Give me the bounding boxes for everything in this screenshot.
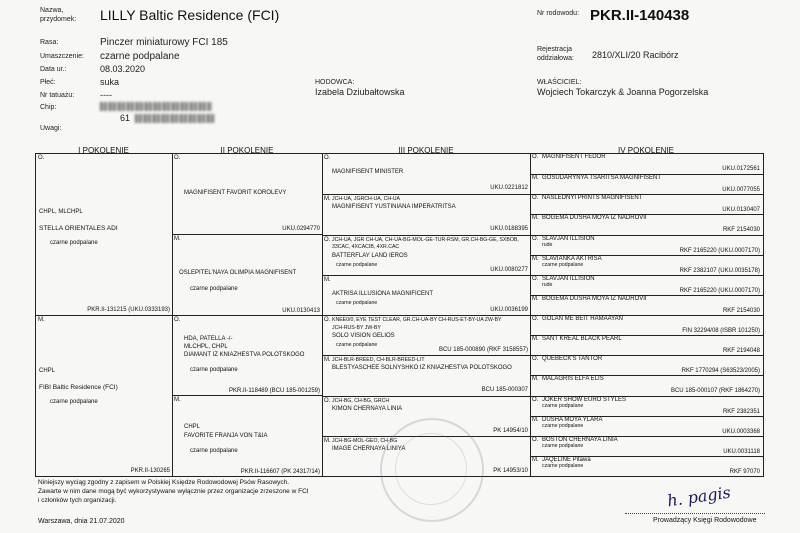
dog-name: MAGNIFISENT FEDOR (542, 154, 606, 160)
dog-reg: PKR.II-116607 (PK 24317/14) (240, 469, 320, 475)
place-date: Warszawa, dnia 21.07.2020 (38, 518, 125, 525)
gen4-cell (530, 375, 763, 396)
dog-name: BATTERFLAY LAND IEROS (332, 252, 408, 259)
chip-label: Chip: (40, 104, 57, 111)
gen4-cell (530, 174, 763, 195)
titles: CHPL (184, 424, 201, 430)
sex-marker: M. (324, 196, 331, 203)
gen3-cell (322, 275, 530, 316)
titles: JCH-BG, CH-BG, GRCH (332, 397, 390, 404)
dog-name: GOLAN ME BEIT HAMAAYAN (542, 316, 624, 322)
dog-reg: UKU.0172561 (722, 166, 760, 172)
gen4-cell (530, 154, 763, 174)
sex-marker: O. (532, 154, 539, 160)
dog-color: czarne podpalane (336, 342, 378, 348)
gen2-cell (172, 234, 322, 316)
chip-tail: 61 (120, 113, 131, 123)
gen2-cell (172, 395, 322, 477)
dog-name: AKTRISA ILLUSIONA MAGNIFICENT (332, 290, 434, 297)
gen-1-header: I POKOLENIE (78, 146, 129, 155)
dog-name: MAGNIFISENT YUSTINIANA IMPERATRITSA (332, 204, 456, 211)
dog-reg: UKU.0130413 (282, 308, 320, 314)
dog-reg: UKU.0003368 (722, 428, 760, 435)
sex-marker: M. (532, 175, 539, 182)
dog-color: czarne podpalane (542, 402, 584, 409)
dog-color: czarne podpalane (542, 422, 584, 429)
owner: Wojciech Tokarczyk & Joanna Pogorzelska (537, 87, 709, 97)
footer-note-2: Zawarte w nim dane mogą być wykorzystywane wyłącznie przez organizacje zrzeszone w FCI (38, 488, 309, 495)
titles: CHPL, MLCHPL (39, 209, 83, 215)
footer-note-1: Niniejszy wyciąg zgodny z zapisem w Polskiej Księdze Rodowodowej Psów Rasowych. (38, 479, 290, 486)
dog-reg: UKU.0080277 (490, 266, 528, 273)
dog-name: SOLO VISION GELIOS (332, 333, 395, 339)
dog-name: DUSHA MOYA YLARA (542, 416, 603, 423)
tattoo-label: Nr tatuażu: (40, 92, 75, 99)
titles: JCH-UA, JGRCH-UA, CH-UA (332, 196, 401, 203)
gen-3-header: III POKOLENIE (398, 146, 454, 155)
dog-name: SLAVJAN ILLISION (542, 275, 595, 282)
dog-color: czarne podpalane (542, 442, 584, 449)
reg-no-label: Nr rodowodu: (537, 10, 580, 17)
gen1-sire (36, 154, 172, 315)
sex-marker: O. (532, 316, 539, 322)
sex-marker: M. (532, 255, 539, 262)
gen4-cell (530, 355, 763, 376)
chip-blurred-2 (135, 114, 215, 123)
dog-reg: BCU 185-000890 (RKF 3158557) (438, 347, 528, 353)
dog-color: czarne podpalane (542, 261, 584, 268)
dog-reg: UKU.0036199 (490, 306, 528, 313)
dog-name: FAVORITE FRANJA VON T&IA (184, 433, 268, 439)
gen4-cell (530, 436, 763, 457)
sex-marker: O. (324, 397, 331, 404)
dog-name: MAGNIFISENT FAVORIT KOROLEVY (184, 190, 287, 196)
sex-marker: O. (38, 155, 45, 161)
sex-marker: M. (174, 397, 181, 403)
dog-color: czarne podpalane (190, 286, 238, 292)
signature-caption: Prowadzący Księgi Rodowodowe (653, 517, 757, 524)
breed: Pinczer miniaturowy FCI 185 (100, 37, 228, 48)
dog-name: BOSTON CHERNAYA LINIA (542, 436, 618, 443)
dog-name: QUEBECK'S TANTOR (542, 356, 603, 363)
gen4-cell (530, 235, 763, 256)
dog-color: czarne podpalane (50, 399, 98, 405)
dog-name: JOKER SHOW EURO STYLES (542, 396, 627, 403)
gen4-cell (530, 416, 763, 437)
breed-label: Rasa: (40, 39, 59, 46)
sex-marker: O. (532, 195, 539, 202)
sex-marker: M. (532, 416, 539, 423)
branch-label: Rejestracja oddziałowa: (537, 46, 574, 62)
dog-reg: BCU 185-000307 (481, 387, 528, 394)
sex-marker: O. (174, 155, 181, 161)
dog-reg: FIN 32294/08 (ISBR 101250) (682, 328, 760, 334)
dog-color: czarne podpalane (542, 462, 584, 469)
name-label: Nazwa, przydomek: (40, 7, 77, 23)
dog-name: STELLA ORIENTALES ADI (39, 225, 118, 232)
dog-name: BOGEMA DUSHA MOYA IZ NADROVII (542, 295, 647, 302)
dob-label: Data ur.: (40, 66, 67, 73)
handwritten-signature: h. pagis (665, 482, 732, 511)
dog-reg: PK 14953/10 (493, 467, 528, 474)
dog-name: OSLEPITEL'NAYA OLIMPIA MAGNIFISENT (179, 270, 297, 276)
dog-reg: RKF 2382351 (722, 408, 760, 415)
sex: suka (100, 77, 120, 87)
dog-reg: RKF 2154030 (722, 227, 760, 234)
signature-line (625, 513, 765, 514)
dog-reg: RKF 97070 (729, 468, 760, 475)
dog-name: GOSUDARYNYA TSARITSA MAGNIFISENT (542, 175, 662, 182)
sex-marker: O. (324, 155, 331, 161)
sex-marker: M. (532, 376, 539, 383)
sex-marker: M. (324, 276, 331, 283)
gen4-cell (530, 396, 763, 417)
color: czarne podpalane (100, 51, 180, 62)
dog-reg: UKU.0294770 (282, 226, 320, 232)
sex-marker: M. (174, 236, 181, 242)
dog-name: MALAGRIS ELFA ELIS (542, 376, 604, 383)
dog-name: DIAMANT IZ KNIAZHESTVA POLOTSKOGO (184, 352, 305, 358)
sex-marker: O. (324, 317, 331, 323)
chip-blurred (100, 102, 212, 111)
dog-color: czarne podpalane (336, 261, 378, 268)
gen4-cell (530, 194, 763, 215)
gen2-cell (172, 315, 322, 396)
dog-reg: PKR.II-118489 (BCU 185-001259) (229, 388, 320, 394)
gen3-cell (322, 154, 530, 194)
gen1-dam (36, 315, 172, 477)
gen-4-header: IV POKOLENIE (617, 146, 675, 155)
dog-color: czarne podpalane (190, 367, 238, 373)
dog-name: SLAVJAN ILLISION (542, 235, 595, 242)
dog-color: czarne podpalane (336, 299, 378, 306)
gen4-cell (530, 214, 763, 235)
dog-reg: RKF 2165220 (UKU.0007170) (679, 247, 760, 254)
dog-color: rude (542, 241, 553, 248)
dog-name: FIBI Baltic Residence (FCI) (39, 384, 118, 391)
dog-reg: UKU.0188395 (490, 226, 528, 233)
color-label: Umaszczenie: (40, 53, 84, 60)
gen4-cell (530, 335, 763, 356)
sex-marker: M. (532, 215, 539, 222)
titles: JCH-BG-MOL-GEO, CH-BG (332, 437, 398, 444)
sex-marker: O. (324, 236, 331, 243)
gen4-cell (530, 295, 763, 316)
dog-name: SANT KREAL BLACK PEARL (542, 336, 622, 343)
dog-reg: UKU.0031118 (723, 448, 760, 455)
dog-reg: UKU.0221812 (490, 185, 528, 191)
sex-marker: M. (38, 317, 45, 323)
tattoo: ---- (100, 90, 112, 100)
titles: JCH-UA, JGR CH-UA, CH-UA-BG-MOL-GE-TUR-RSM, GR.CH-BG-GE, SXBOB, 33CAC, 4XCACIB, 4XR.CAC (332, 236, 519, 250)
gen3-cell (322, 235, 530, 276)
dog-reg: RKF 2154030 (722, 307, 760, 314)
dog-color: czarne podpalane (190, 448, 238, 454)
dog-reg: PKR.II-131215 (UKU.0333193) (87, 307, 170, 313)
dog-reg: RKF 2165220 (UKU.0007170) (679, 287, 760, 294)
sex-label: Płeć: (40, 79, 56, 86)
dog-reg: RKF 1770294 (S63523/2005) (681, 368, 760, 375)
dog-reg: UKU.0130407 (722, 207, 760, 214)
dog-color: rude (542, 281, 553, 288)
gen2-cell (172, 154, 322, 234)
owner-label: WŁAŚCICIEL: (537, 79, 582, 86)
dog-reg: BCU 185-000107 (RKF 1864270) (670, 388, 760, 395)
sex-marker: O. (532, 396, 539, 403)
titles: HDA, PATELLA -/- MLCHPL, CHPL (184, 336, 233, 350)
sex-marker: O. (532, 275, 539, 282)
dog-name: MAGNIFISENT MINISTER (332, 169, 404, 175)
sex-marker: M. (532, 456, 539, 463)
registry-stamp-inner (395, 433, 467, 505)
titles: KNEE0/0, EYE TEST CLEAR, GR.CH-UA-BY CH-RUS-ET-BY-UA ZW-BY JCH-RUS-BY JW-BY (332, 317, 502, 331)
sex-marker: M. (532, 295, 539, 302)
dog-name: NASLEDNYI PRINTS MAGNIFISENT (542, 195, 643, 202)
gen4-cell (530, 255, 763, 276)
dog-name: JAQELINE Pitawa (542, 456, 591, 463)
sex-marker: M. (324, 437, 331, 444)
dog-color: czarne podpalane (50, 240, 98, 246)
gen4-cell (530, 275, 763, 296)
dog-reg: UKU.0077055 (722, 187, 760, 194)
dog-name: SLAVIANKA AKTRISA (542, 255, 602, 262)
dog-name: KIMON CHERNAYA LINIA (332, 405, 403, 412)
footer-note-3: i członków tych organizacji. (38, 497, 117, 504)
breeder: Izabela Dziubałtowska (315, 87, 405, 97)
dog-name: BOGEMA DUSHA MOYA IZ NADROVII (542, 215, 647, 222)
sex-marker: O. (532, 436, 539, 443)
titles: JCH-BLR-BREED, CH-BLR-BREED-LIT (332, 357, 425, 364)
remarks-label: Uwagi: (40, 125, 62, 132)
dog-reg: PKR.II-130265 (130, 468, 170, 474)
sex-marker: O. (174, 317, 181, 323)
branch: 2810/XLI/20 Racibórz (592, 50, 679, 60)
sex-marker: M. (324, 357, 331, 364)
dob: 08.03.2020 (100, 64, 146, 74)
reg-no: PKR.II-140438 (590, 7, 690, 24)
gen-2-header: II POKOLENIE (220, 146, 274, 155)
titles: CHPL (39, 368, 56, 374)
sex-marker: O. (532, 356, 539, 363)
dog-name: IMAGE CHERNAYA LINIYA (332, 445, 406, 452)
gen3-cell (322, 194, 530, 235)
gen3-cell (322, 355, 530, 396)
gen4-cell (530, 315, 763, 336)
gen4-cell (530, 456, 763, 477)
dog-reg: RKF 2194048 (722, 348, 760, 355)
dog-name: BLESTYASCHEE SOLNYSHKO IZ KNIAZHESTVA POLOTSKOGO (332, 365, 512, 372)
sex-marker: O. (532, 235, 539, 242)
dog-name: LILLY Baltic Residence (FCI) (100, 7, 280, 23)
gen3-cell (322, 315, 530, 356)
sex-marker: M. (532, 336, 539, 343)
dog-reg: RKF 2382107 (UKU.0035178) (679, 267, 760, 274)
dog-reg: PK 14954/10 (493, 427, 528, 434)
breeder-label: HODOWCA: (315, 79, 355, 86)
